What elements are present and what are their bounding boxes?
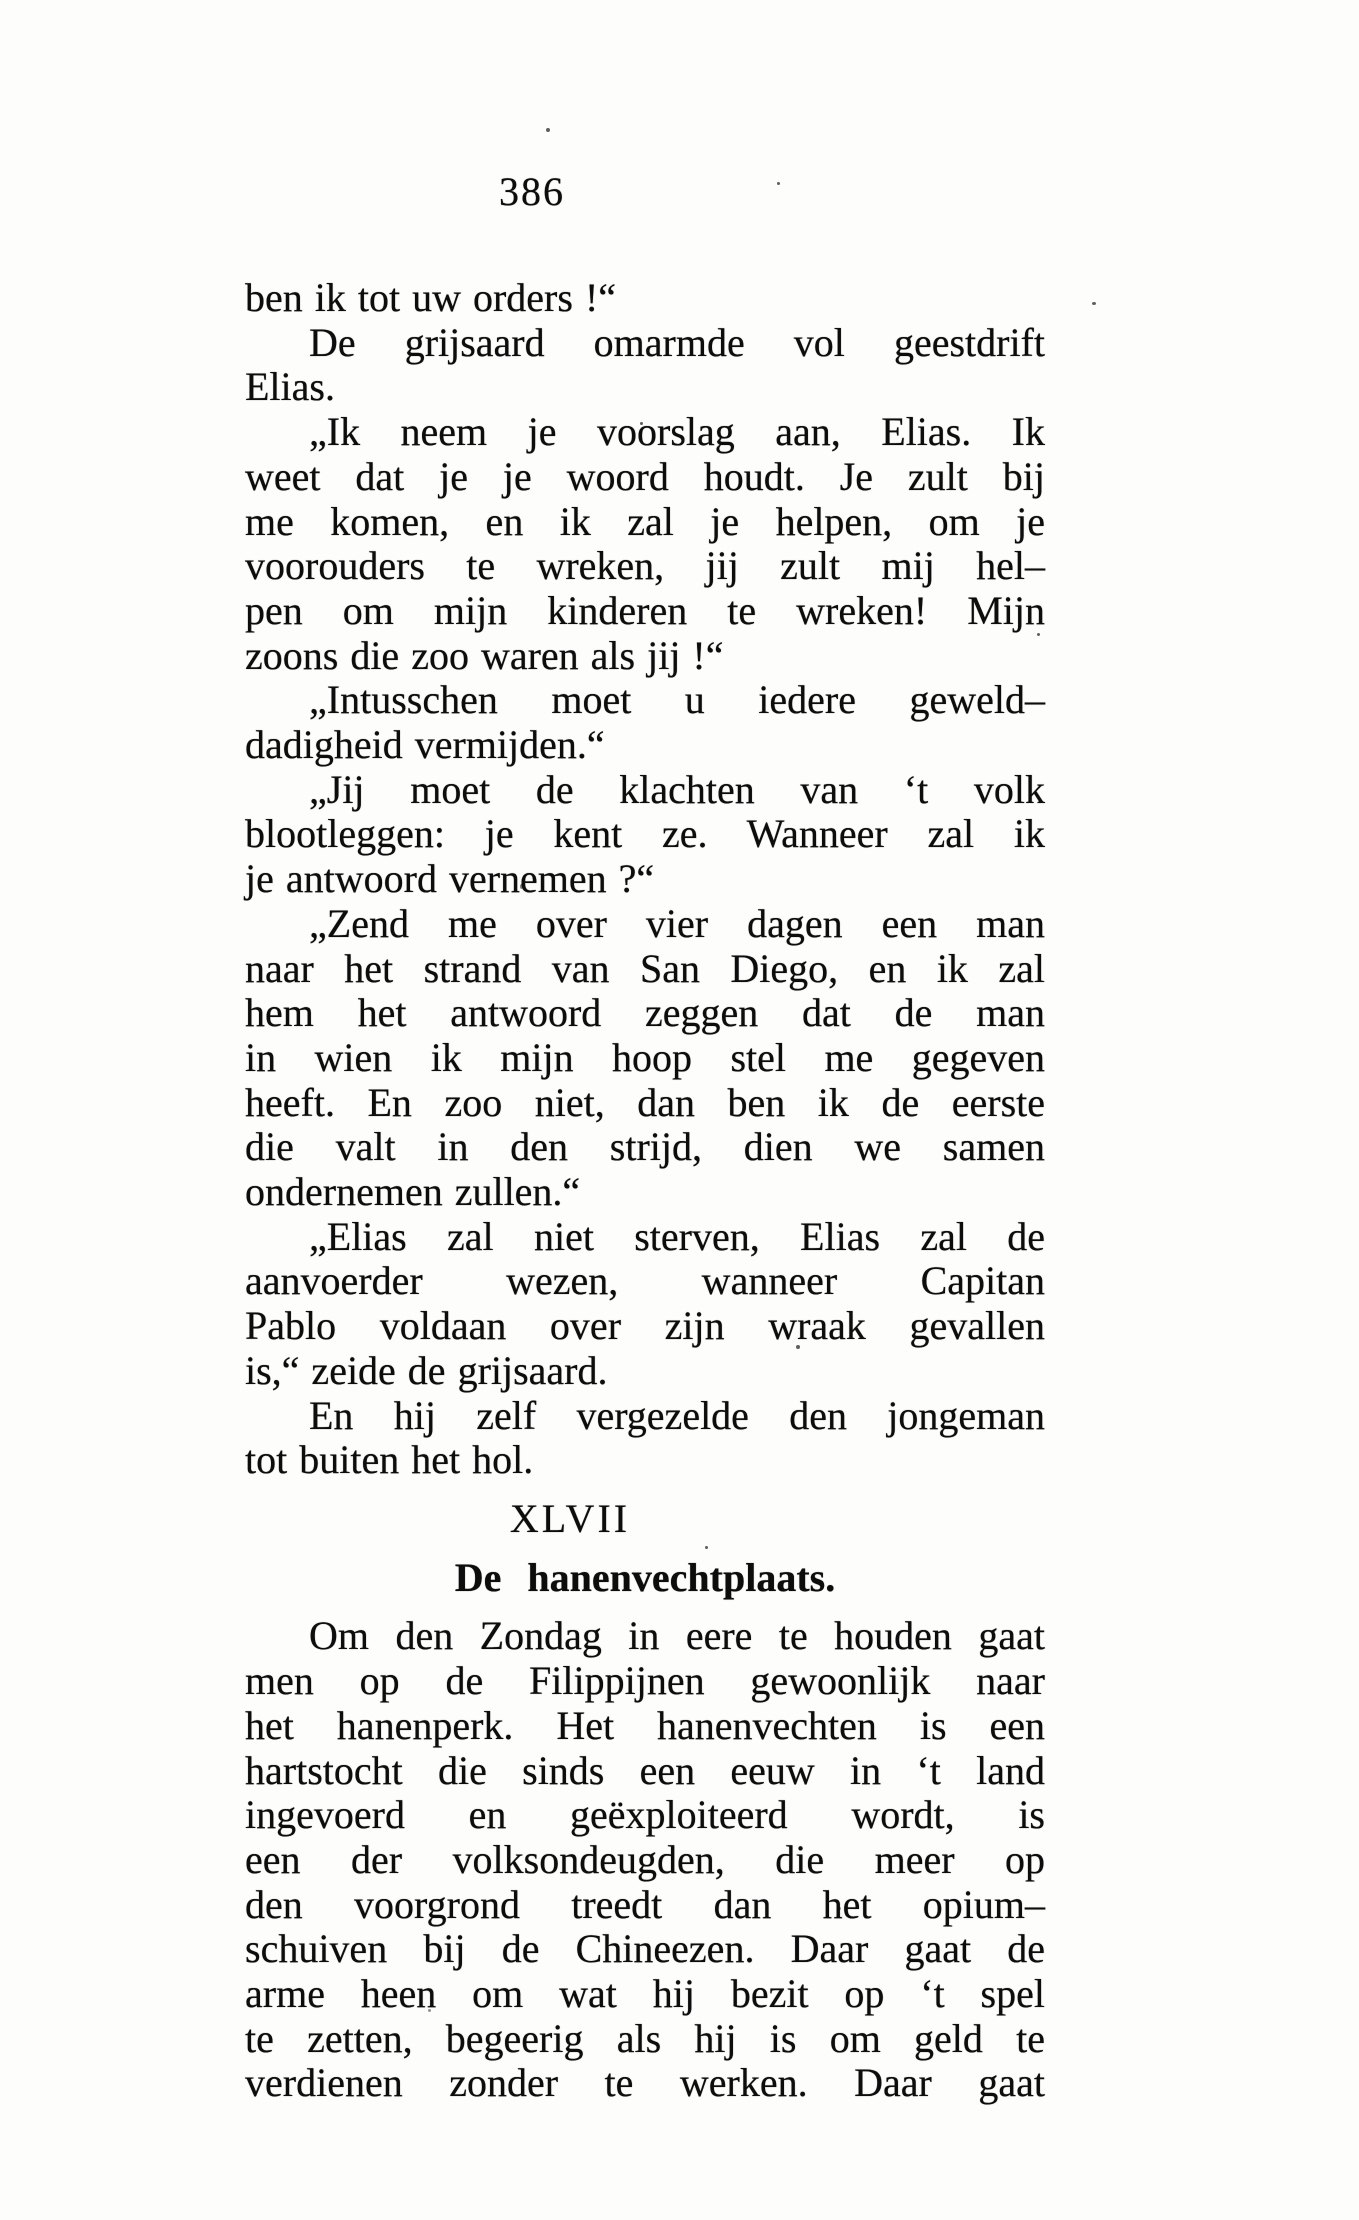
text-line: zoons die zoo waren als jij !“ <box>245 632 724 678</box>
text-line: dadigheid vermijden.“ <box>245 722 605 768</box>
text-line: hem het antwoord zeggen dat de man <box>245 990 1045 1036</box>
text-line: blootleggen: je kent ze. Wanneer zal ik <box>245 811 1045 857</box>
text-line: heeft. En zoo niet, dan ben ik de eerste <box>245 1079 1045 1125</box>
text-line: „Intusschen moet u iedere geweld– <box>309 677 1045 723</box>
text-line: hartstocht die sinds een eeuw in ‘t land <box>245 1747 1045 1793</box>
text-line: je antwoord vernemen ?“ <box>245 856 655 902</box>
text-line: aanvoerder wezen, wanneer Capitan <box>245 1258 1045 1304</box>
text-line: schuiven bij de Chineezen. Daar gaat de <box>245 1926 1045 1972</box>
text-column <box>245 170 1045 2106</box>
chapter-number-heading: XLVII <box>509 1495 631 1541</box>
text-line: is,“ zeide de grijsaard. <box>245 1347 608 1393</box>
text-line: arme heen om wat hij bezit op ‘t spel <box>245 1971 1045 2017</box>
text-line: De grijsaard omarmde vol geestdrift <box>309 319 1045 365</box>
text-line: En hij zelf vergezelde den jongeman <box>309 1392 1045 1438</box>
text-line: Om den Zondag in eere te houden gaat <box>309 1613 1045 1659</box>
body-text-before-chapter <box>245 276 1045 1483</box>
text-line: men op de Filippijnen gewoonlijk naar <box>245 1658 1045 1704</box>
text-line: pen om mijn kinderen te wreken! Mijn <box>245 587 1045 633</box>
text-line: een der volksondeugden, die meer op <box>245 1836 1045 1882</box>
body-text-after-chapter <box>245 1614 1045 2106</box>
text-line: me komen, en ik zal je helpen, om je <box>245 498 1045 544</box>
text-line: naar het strand van San Diego, en ik zal <box>245 945 1045 991</box>
text-line: ingevoerd en geëxploiteerd wordt, is <box>245 1792 1045 1838</box>
text-line: Elias. <box>245 364 335 410</box>
text-line: Pablo voldaan over zijn wraak gevallen <box>245 1303 1045 1349</box>
text-line: verdienen zonder te werken. Daar gaat <box>245 2060 1045 2106</box>
text-line: „Ik neem je voorslag aan, Elias. Ik <box>309 409 1045 455</box>
text-line: „Elias zal niet sterven, Elias zal de <box>309 1213 1045 1259</box>
text-line: die valt in den strijd, dien we samen <box>245 1124 1045 1170</box>
text-line: „Jij moet de klachten van ‘t volk <box>309 766 1045 812</box>
text-line: „Zend me over vier dagen een man <box>309 900 1045 946</box>
text-line: den voorgrond treedt dan het opium– <box>245 1881 1045 1927</box>
text-line: ben ik tot uw orders !“ <box>245 275 617 320</box>
text-line: voorouders te wreken, jij zult mij hel– <box>245 543 1045 589</box>
page-number: 386 <box>499 169 565 214</box>
text-line: het hanenperk. Het hanenvechten is een <box>245 1702 1045 1748</box>
text-line: weet dat je je woord houdt. Je zult bij <box>245 453 1045 499</box>
text-line: ondernemen zullen.“ <box>245 1169 581 1215</box>
scan-speck <box>1092 302 1096 305</box>
text-line: te zetten, begeerig als hij is om geld te <box>245 2015 1045 2061</box>
text-line: tot buiten het hol. <box>245 1437 534 1483</box>
chapter-title-heading: De hanenvechtplaats. <box>454 1554 836 1600</box>
text-line: in wien ik mijn hoop stel me gegeven <box>245 1034 1045 1080</box>
scan-speck <box>546 128 550 132</box>
